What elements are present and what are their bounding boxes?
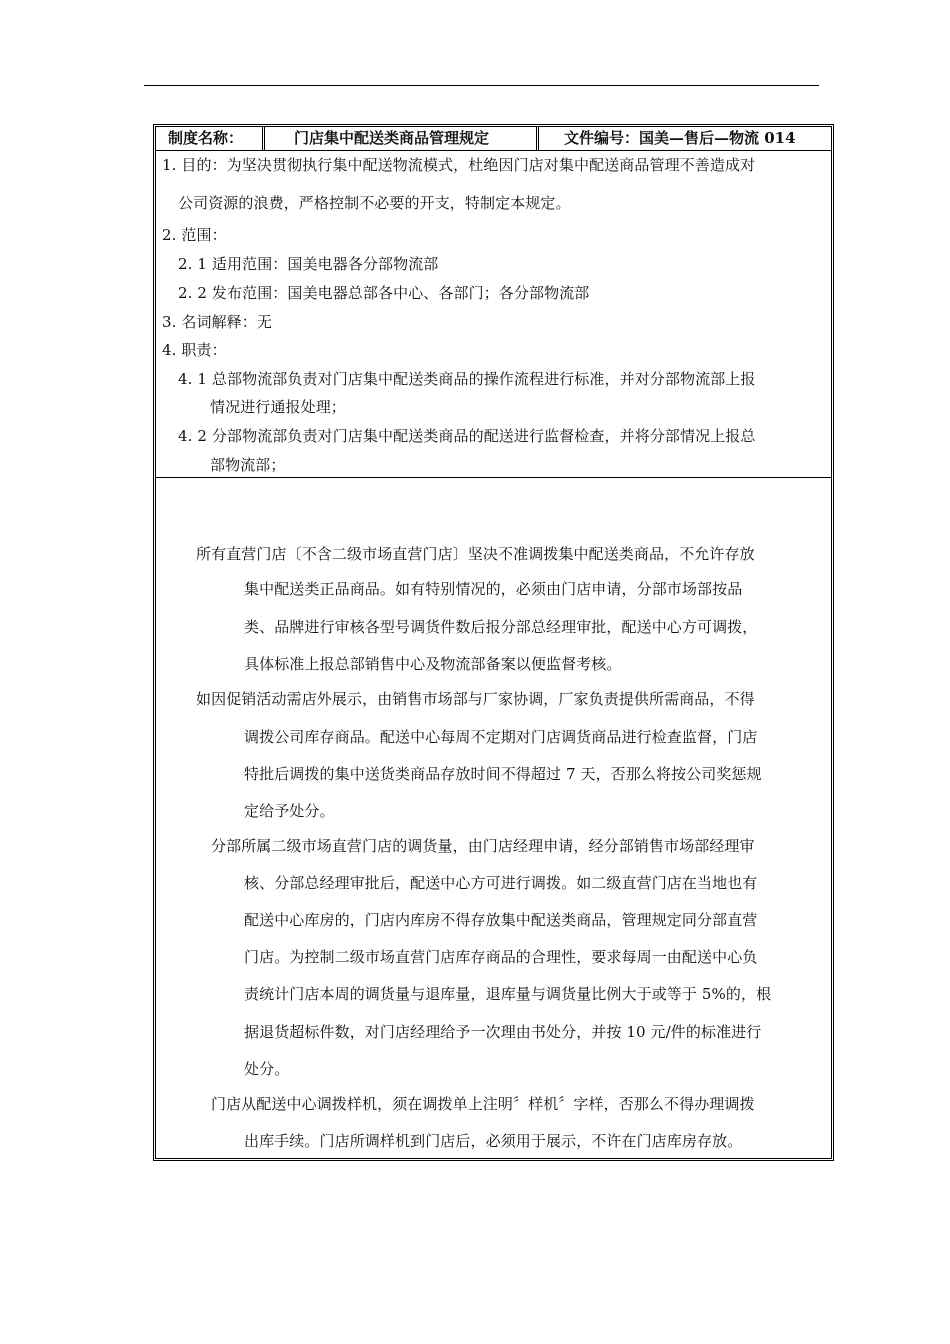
section-divider <box>156 477 831 478</box>
rule-1-line-2: 集中配送类正品商品。如有特别情况的，必须由门店申请，分部市场部按品 <box>244 580 743 598</box>
rule-3-line-6: 据退货超标件数，对门店经理给予一次理由书处分，并按 10 元/件的标准进行 <box>244 1023 762 1041</box>
rule-3-line-7: 处分。 <box>244 1060 290 1078</box>
file-code: 文件编号：国美—售后—物流 014 <box>564 129 796 147</box>
rule-4-line-1: 门店从配送中心调拨样机，须在调拨单上注明〞样机〞字样，否那么不得办理调拨 <box>211 1095 755 1113</box>
header-rule <box>144 85 819 86</box>
scope-publish: 2. 2 发布范围：国美电器总部各中心、各部门；各分部物流部 <box>178 284 590 302</box>
rule-2-line-1: 如因促销活动需店外展示，由销售市场部与厂家协调，厂家负责提供所需商品，不得 <box>196 690 755 708</box>
rule-1-line-3: 类、品牌进行审核各型号调货件数后报分部总经理审批，配送中心方可调拨， <box>244 618 758 636</box>
duty-4-2-line-1: 4. 2 分部物流部负责对门店集中配送类商品的配送进行监督检查，并将分部情况上报总 <box>178 427 756 445</box>
purpose-line-1: 1. 目的：为坚决贯彻执行集中配送物流模式，杜绝因门店对集中配送商品管理不善造成对 <box>162 156 756 174</box>
rule-3-line-3: 配送中心库房的，门店内库房不得存放集中配送类商品，管理规定同分部直营 <box>244 911 758 929</box>
scope-heading: 2. 范围： <box>162 226 227 244</box>
rule-2-line-4: 定给予处分。 <box>244 802 335 820</box>
rule-3-line-4: 门店。为控制二级市场直营门店库存商品的合理性，要求每周一由配送中心负 <box>244 948 758 966</box>
rule-4-line-2: 出库手续。门店所调样机到门店后，必须用于展示，不许在门店库房存放。 <box>244 1132 743 1150</box>
duty-4-2-line-2: 部物流部； <box>210 456 286 474</box>
duty-4-1-line-2: 情况进行通报处理； <box>210 398 346 416</box>
rule-2-line-3: 特批后调拨的集中送货类商品存放时间不得超过 7 天，否那么将按公司奖惩规 <box>244 765 762 783</box>
rule-1-line-1: 所有直营门店〔不含二级市场直营门店〕坚决不准调拨集中配送类商品，不允许存放 <box>196 545 755 563</box>
rule-3-line-2: 核、分部总经理审批后，配送中心方可进行调拨。如二级直营门店在当地也有 <box>244 874 758 892</box>
rule-3-line-5: 责统计门店本周的调货量与退库量，退库量与调货量比例大于或等于 5%的，根 <box>244 985 772 1003</box>
rule-3-line-1: 分部所属二级市场直营门店的调货量，由门店经理申请，经分部销售市场部经理审 <box>211 837 755 855</box>
table-header-row <box>156 127 831 151</box>
header-divider <box>262 127 265 150</box>
purpose-line-2: 公司资源的浪费，严格控制不必要的开支，特制定本规定。 <box>178 194 571 212</box>
rule-1-line-4: 具体标准上报总部销售中心及物流部备案以便监督考核。 <box>244 655 622 673</box>
duties-heading: 4. 职责： <box>162 341 227 359</box>
regulation-name-label: 制度名称： <box>168 129 244 147</box>
rule-2-line-2: 调拨公司库存商品。配送中心每周不定期对门店调货商品进行检查监督，门店 <box>244 728 758 746</box>
scope-applicable: 2. 1 适用范围：国美电器各分部物流部 <box>178 255 439 273</box>
regulation-title: 门店集中配送类商品管理规定 <box>294 129 490 147</box>
document-table <box>153 124 834 1161</box>
header-divider <box>536 127 539 150</box>
terms-heading: 3. 名词解释：无 <box>162 313 272 331</box>
duty-4-1-line-1: 4. 1 总部物流部负责对门店集中配送类商品的操作流程进行标准，并对分部物流部上报 <box>178 370 756 388</box>
